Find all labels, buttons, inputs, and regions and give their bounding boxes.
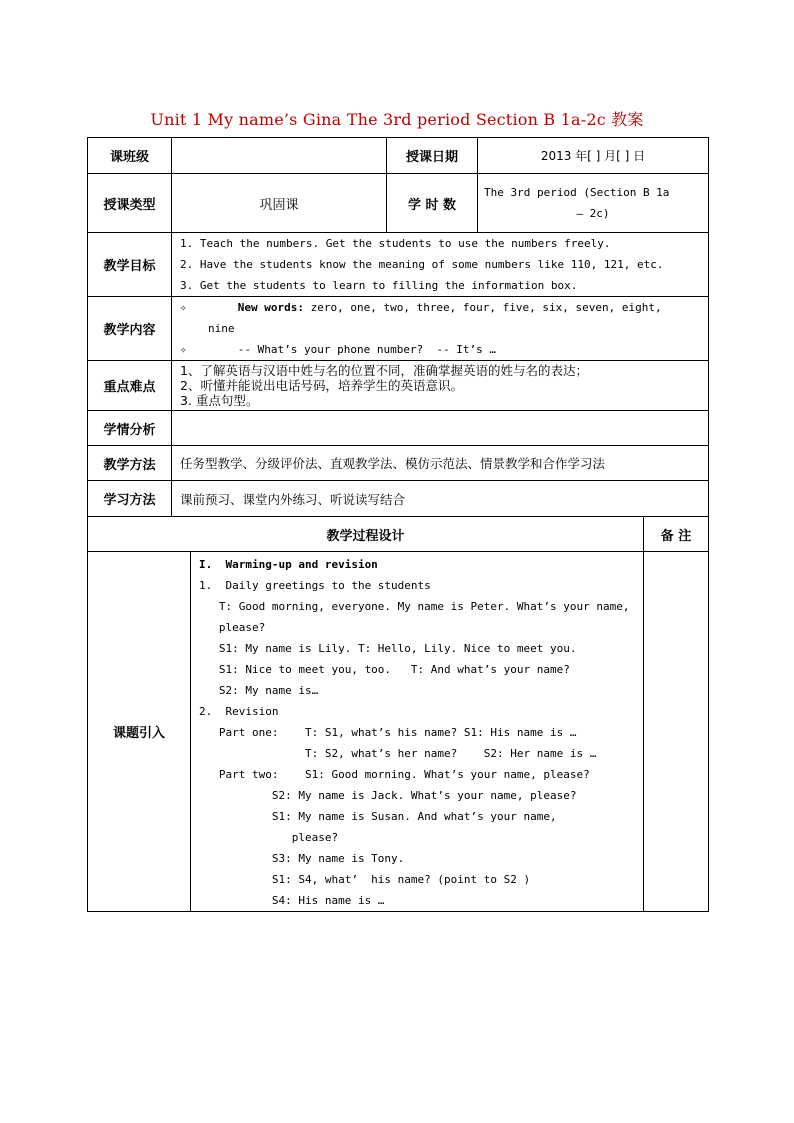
new-words-line-2: nine [208, 322, 235, 335]
hours-value [478, 174, 709, 233]
process-header: 教学过程设计 [88, 517, 644, 552]
methods-value: 任务型教学、分级评价法、直观教学法、模仿示范法、情景教学和合作学习法 [172, 446, 709, 481]
process-line: T: Good morning, everyone. My name is Peter. What’s your name, [199, 600, 630, 613]
hours-label: 学 时 数 [387, 174, 478, 233]
diamond-bullet-icon: ✧ [180, 301, 187, 314]
process-line: please? [199, 621, 266, 634]
row-content [88, 297, 709, 361]
row-process-header [88, 517, 709, 552]
process-line: S1: My name is Lily. T: Hello, Lily. Nice to meet you. [199, 642, 577, 655]
content-label: 教学内容 [88, 297, 172, 361]
key-point-item: 2、听懂并能说出电话号码，培养学生的英语意识。 [180, 378, 463, 393]
row-class [88, 138, 709, 174]
process-line: S3: My name is Tony. [199, 852, 405, 865]
row-type [88, 174, 709, 233]
type-label: 授课类型 [88, 174, 172, 233]
process-line: T: S2, what’s her name? S2: Her name is … [199, 747, 597, 760]
date-value: 2013 年[ ] 月[ ] 日 [478, 138, 709, 174]
document-title: Unit 1 My name’s Gina The 3rd period Section B 1a-2c 教案 [150, 110, 644, 129]
row-study [88, 481, 709, 517]
type-value: 巩固课 [172, 174, 387, 233]
hours-value-line-2: – 2c) [576, 207, 610, 220]
process-line: 1. Daily greetings to the students [199, 579, 431, 592]
hours-value-line-1: The 3rd period (Section B 1a [484, 186, 670, 199]
analysis-label: 学情分析 [88, 411, 172, 446]
objectives-list [172, 233, 709, 297]
lesson-plan-table [87, 137, 709, 912]
date-label: 授课日期 [387, 138, 478, 174]
diamond-bullet-icon: ✧ [180, 343, 187, 356]
process-line: S1: My name is Susan. And what’s your name, [199, 810, 557, 823]
row-analysis [88, 411, 709, 446]
key-points-label: 重点难点 [88, 361, 172, 411]
process-line: S2: My name is… [199, 684, 319, 697]
methods-label: 教学方法 [88, 446, 172, 481]
objective-item: 3. Get the students to learn to filling the information box. [180, 279, 578, 292]
key-point-item: 1、了解英语与汉语中姓与名的位置不同，准确掌握英语的姓与名的表达； [180, 363, 588, 378]
process-line: S4: His name is … [199, 894, 385, 907]
process-body [191, 552, 644, 912]
process-line: 2. Revision [199, 705, 279, 718]
process-line: Part one: T: S1, what’s his name? S1: His name is … [199, 726, 577, 739]
process-heading: I. Warming-up and revision [199, 558, 378, 571]
class-label: 课班级 [88, 138, 172, 174]
process-line: S1: S4, what’ his name? (point to S2 ) [199, 873, 531, 886]
new-words-line [180, 297, 708, 318]
key-points-list [172, 361, 709, 411]
row-objectives [88, 233, 709, 297]
content-body [172, 297, 709, 361]
study-label: 学习方法 [88, 481, 172, 517]
process-line: Part two: S1: Good morning. What’s your name, please? [199, 768, 590, 781]
row-methods [88, 446, 709, 481]
row-key-points [88, 361, 709, 411]
new-words-label: New words: [237, 301, 304, 314]
objective-item: 1. Teach the numbers. Get the students to use the numbers freely. [180, 237, 611, 250]
process-line: S1: Nice to meet you, too. T: And what’s your name? [199, 663, 570, 676]
process-row-label: 课题引入 [88, 552, 191, 912]
process-line: S2: My name is Jack. What’s your name, please? [199, 789, 577, 802]
analysis-value [172, 411, 709, 446]
row-process-intro [88, 552, 709, 912]
study-value: 课前预习、课堂内外练习、听说读写结合 [172, 481, 709, 517]
key-point-item: 3. 重点句型。 [180, 393, 259, 408]
notes-cell [644, 552, 709, 912]
dialog-text: -- What’s your phone number? -- It’s … [237, 343, 497, 356]
process-line: please? [199, 831, 339, 844]
dialog-line [180, 339, 708, 360]
class-value [172, 138, 387, 174]
notes-header: 备 注 [644, 517, 709, 552]
objectives-label: 教学目标 [88, 233, 172, 297]
objective-item: 2. Have the students know the meaning of some numbers like 110, 121, etc. [180, 258, 664, 271]
new-words-list: zero, one, two, three, four, five, six, seven, eight, [303, 301, 662, 314]
